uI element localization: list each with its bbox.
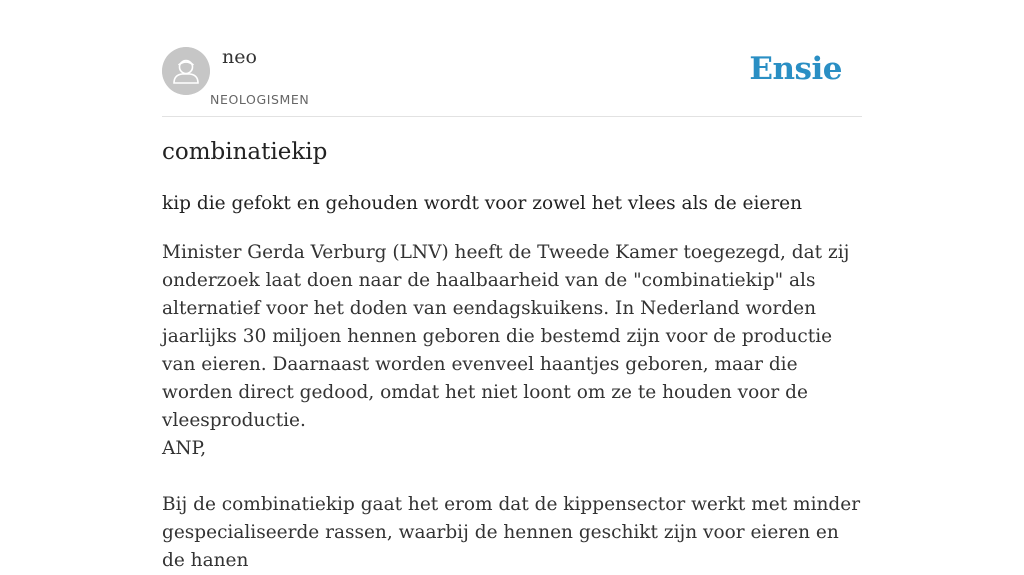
source-line: ANP, [162,438,207,459]
entry-header [162,0,862,117]
avatar[interactable] [162,47,210,95]
author-name[interactable]: neo [222,46,257,68]
body-paragraph: Bij de combinatiekip gaat het erom dat de kippensector werkt met minder gespecialiseerde rassen, waarbij de hennen geschikt zijn voor eieren en de hanen [162,494,861,571]
entry-definition: kip die gefokt en gehouden wordt voor zowel het vlees als de eieren [162,193,803,214]
entry-title: combinatiekip [162,139,328,165]
brand-logo[interactable]: Ensie [749,51,842,87]
category-label[interactable]: NEOLOGISMEN [210,92,310,107]
body-paragraph: Minister Gerda Verburg (LNV) heeft de Tweede Kamer toegezegd, dat zij onderzoek laat doen naar de haalbaarheid van de "combinatiekip" als alternatief voor het doden van eendagskuikens. In Nederland worden jaarlijks 30 miljoen hennen geboren die bestemd zijn voor de productie van eieren. Daarnaast worden evenveel haantjes geboren, maar die worden direct gedood, omdat het niet loont om ze te houden voor de vleesproductie. [162,242,850,431]
page-container [162,0,862,571]
entry-body [162,239,862,575]
user-icon [162,47,210,95]
